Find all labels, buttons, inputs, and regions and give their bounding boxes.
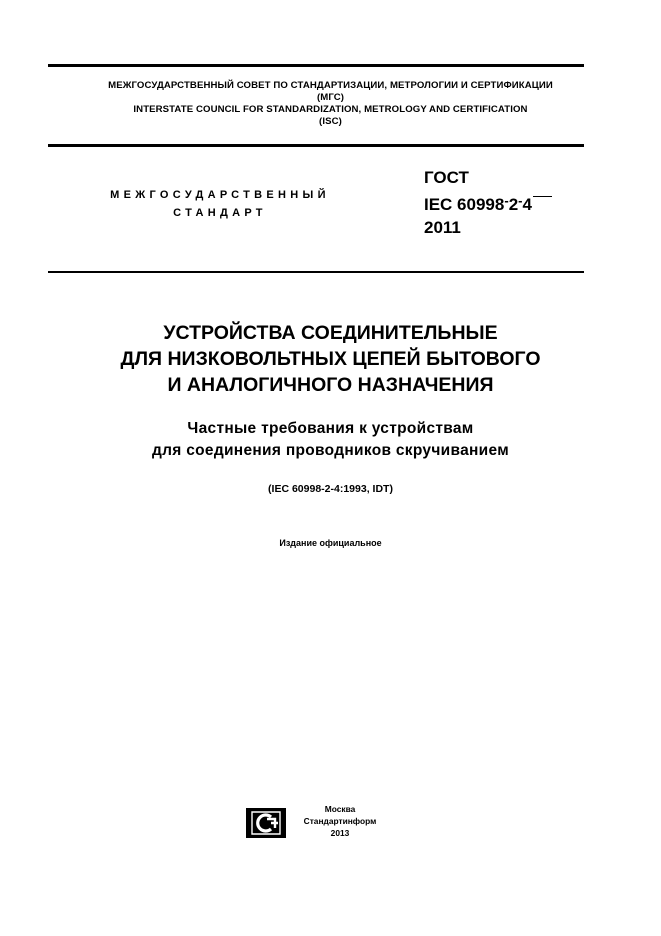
subtitle-line1: Частные требования к устройствам [187, 420, 474, 437]
standard-designation [424, 166, 552, 239]
designation-dash [533, 196, 552, 198]
document-subtitle [0, 418, 661, 462]
designation-prefix: ГОСТ [424, 168, 469, 187]
council-abbr-ru: (МГС) [316, 92, 345, 103]
subtitle-line2: для соединения проводников скручиванием [151, 442, 509, 459]
standard-kind-line1: МЕЖГОСУДАРСТВЕННЫЙ [110, 189, 330, 201]
edition-note: Издание официальное [279, 538, 382, 548]
designation-rule [48, 271, 584, 273]
iec-reference: (IEC 60998-2-4:1993, IDT) [268, 483, 393, 495]
publisher-name: Стандартинформ [303, 816, 377, 826]
top-rule [48, 64, 584, 67]
publisher-year: 2013 [330, 828, 350, 838]
council-name-ru: МЕЖГОСУДАРСТВЕННЫЙ СОВЕТ ПО СТАНДАРТИЗАЦИИ, МЕТРОЛОГИИ И СЕРТИФИКАЦИИ [108, 80, 553, 91]
publisher-city: Москва [324, 804, 356, 814]
designation-year: 2011 [424, 218, 461, 237]
document-title [0, 320, 661, 398]
standartinform-logo-icon [246, 808, 286, 838]
council-abbr-en: (ISC) [319, 116, 342, 127]
title-line1: УСТРОЙСТВА СОЕДИНИТЕЛЬНЫЕ [163, 322, 498, 344]
standard-kind [60, 186, 380, 222]
title-line3: И АНАЛОГИЧНОГО НАЗНАЧЕНИЯ [167, 374, 494, 396]
designation-part-b: 4 [522, 195, 532, 214]
designation-part-a: 2 [508, 195, 519, 214]
designation-number: IEC 60998-2-4 [424, 189, 552, 216]
publisher-info [290, 803, 390, 839]
council-name-en: INTERSTATE COUNCIL FOR STANDARDIZATION, METROLOGY AND CERTIFICATION [133, 104, 528, 115]
standard-kind-line2: СТАНДАРТ [173, 207, 267, 219]
council-header [0, 80, 661, 128]
title-line2: ДЛЯ НИЗКОВОЛЬТНЫХ ЦЕПЕЙ БЫТОВОГО [120, 348, 541, 370]
header-rule [48, 144, 584, 147]
designation-number-main: IEC 60998 [424, 195, 505, 214]
